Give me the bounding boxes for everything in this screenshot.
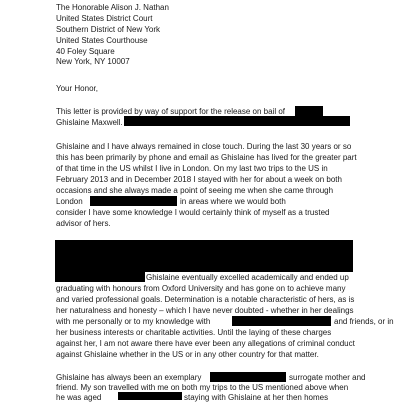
p1-line-1 <box>56 107 285 116</box>
p3-line-1: Ghislaine eventually excelled academically and ended up <box>146 273 349 282</box>
p2-line-3: of that time in the US whilst I live in London. On my last two trips to the US in <box>56 164 328 173</box>
p1-text-1: This letter is provided by way of support for the release on bail of <box>56 107 286 116</box>
redaction-block <box>55 261 353 272</box>
salutation: Your Honor, <box>56 84 98 93</box>
p2-line-5: occasions and she always made a point of seeing me when she came through <box>56 186 334 195</box>
p2-line-6 <box>56 197 83 206</box>
p2-line-7: consider I have some knowledge I would certainly think of myself as a trusted <box>56 208 330 217</box>
redaction-block <box>124 116 350 126</box>
p2-line-1: Ghislaine and I have always remained in close touch. During the last 30 years or so <box>56 142 352 151</box>
p3-line-5: with me personally or to my knowledge with <box>56 317 211 326</box>
p1-line-2: Ghislaine Maxwell. <box>56 118 123 127</box>
redaction-block <box>55 240 353 250</box>
address-line-2: United States District Court <box>56 14 153 23</box>
redaction-block <box>90 196 177 206</box>
p3-line-7: against her, I am not aware there have ever been any allegations of criminal conduct <box>56 339 355 348</box>
redaction-block <box>295 106 323 116</box>
p2-london: London <box>56 197 83 206</box>
redaction-block <box>118 392 182 400</box>
p4-line-1: Ghislaine has always been an exemplary <box>56 373 202 382</box>
p3-line-8: against Ghislaine whether in the US or in any other country for that matter. <box>56 350 319 359</box>
redaction-block <box>55 272 145 282</box>
p3-line-2: graduating with honours from Oxford University and has gone on to achieve many <box>56 284 346 293</box>
p4-line-3: he was aged <box>56 393 102 402</box>
address-line-3: Southern District of New York <box>56 25 161 34</box>
address-line-4: United States Courthouse <box>56 36 148 45</box>
redaction-block <box>55 250 353 261</box>
p3-line-4: her naturalness and honesty – which I have never doubted - whether in her dealings <box>56 306 354 315</box>
address-line-1: The Honorable Alison J. Nathan <box>56 3 169 12</box>
p4-line-2: friend. My son travelled with me on both my trips to the US mentioned above when <box>56 383 349 392</box>
p2-line-8: advisor of hers. <box>56 219 111 228</box>
p3-line-5b: and friends, or in <box>334 317 394 326</box>
address-line-6: New York, NY 10007 <box>56 57 130 66</box>
address-line-5: 40 Foley Square <box>56 47 115 56</box>
p4-line-3b: staying with Ghislaine at her then homes <box>184 393 329 402</box>
p4-line-1b: surrogate mother and <box>289 373 366 382</box>
p3-line-6: her business interests or charitable activities. Until the laying of these charges <box>56 328 332 337</box>
p3-line-3: and varied professional goals. Determination is a notable characteristic of hers, as is <box>56 295 355 304</box>
p2-line-6b: in areas where we would both <box>180 197 286 206</box>
redaction-block <box>232 316 331 326</box>
redaction-block <box>210 372 286 382</box>
p2-line-2: this has been primarily by phone and email as Ghislaine has lived for the greater part <box>56 153 357 162</box>
p2-line-4: February 2013 and in December 2018 I stayed with her for about a week on both <box>56 175 342 184</box>
